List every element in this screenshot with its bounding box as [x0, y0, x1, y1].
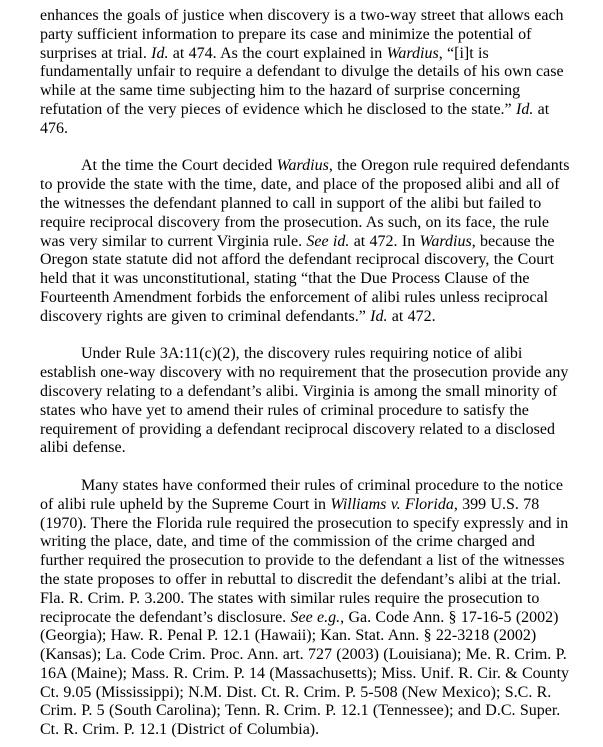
text-run: at 472. — [387, 307, 436, 325]
text-run: , “[i]t is fundamentally unfair to require a defendant to divulge the details of his own case while at the same time subjecting him to the hazard of surprise concerning refutation of the very pieces of evidence which he disclosed to the state.” — [40, 44, 564, 118]
citation-italic: Id. — [151, 44, 169, 62]
text-run: enhances the goals of justice when discovery is a two-way street that allows each party sufficient information to prepare its case and minimize the potential of surprises at trial. — [40, 7, 564, 62]
text-run: , because the Oregon state statute did not afford the defendant reciprocal discovery, the Court held that it was unconstitutional, stating “that the Due Process Clause of the Fourteenth Amendment forbids the enforcement of alibi rules unless reciprocal discovery rights are given to criminal defendants.” — [40, 232, 555, 325]
text-run: Under Rule 3A:11(c)(2), the discovery rules requiring notice of alibi establish one-way discovery with no requirement that the prosecution provide any discovery relating to a defendant’s alibi. Virginia is among the small minority of states who have yet to amend their rules of criminal procedure to satisfy the requirement of providing a defendant reciprocal discovery related to a disclosed alibi defense. — [40, 345, 569, 457]
paragraph-rule-3a11 — [40, 345, 578, 458]
citation-italic: Id. — [370, 307, 388, 325]
citation-italic: Wardius — [276, 157, 329, 175]
citation-italic: Williams v. Florida — [330, 495, 454, 513]
document-body — [40, 7, 578, 740]
text-run: At the time the Court decided — [81, 157, 277, 175]
text-run: , the Oregon rule required defendants to provide the state with the time, date, and place of the proposed alibi and all of the witnesses the defendant planned to call in support of the alibi but failed to require reciprocal discovery from the prosecution. As such, on its face, the rule was very similar to current Virginia rule. — [40, 157, 570, 250]
text-run: at 476. — [40, 100, 550, 137]
paragraph-oregon-rule — [40, 157, 578, 326]
text-run: at 472. In — [349, 232, 420, 250]
text-run: Many states have conformed their rules of criminal procedure to the notice of alibi rule upheld by the Supreme Court in — [40, 476, 564, 513]
citation-italic: Wardius — [419, 232, 472, 250]
paragraph-williams-florida — [40, 477, 578, 740]
citation-italic: See e.g. — [290, 608, 341, 626]
text-run: at 474. As the court explained in — [168, 44, 387, 62]
citation-italic: See id. — [306, 232, 350, 250]
citation-italic: Id. — [515, 100, 534, 118]
citation-italic: Wardius — [386, 44, 439, 62]
text-run: , Ga. Code Ann. § 17-16-5 (2002) (Georgia); Haw. R. Penal P. 12.1 (Hawaii); Kan. Stat. Ann. § 22-3218 (2002) (Kansas); La. Code Crim. Proc. Ann. art. 727 (2003) (Louisiana); Me. R. Crim. P. 16A (Maine); Mass. R. Crim. P. 14 (Massachusetts); Miss. Unif. R. Cir. & County Ct. 9.05 (Mississippi); N.M. Dist. Ct. R. Crim. P. 5-508 (New Mexico); S.C. R. Crim. P. 5 (South Carolina); Tenn. R. Crim. P. 12.1 (Tennessee); and D.C. Super. Ct. R. Crim. P. 12.1 (District of Columbia). — [40, 608, 570, 739]
text-run: , 399 U.S. 78 (1970). There the Florida rule required the prosecution to specify expressly and in writing the place, date, and time of the commission of the crime charged and further required the prosecution to provide to the defendant a list of the witnesses the state proposes to offer in rebuttal to discredit the defendant’s alibi at the trial. Fla. R. Crim. P. 3.200. The states with similar rules require the prosecution to reciprocate the defendant’s disclosure. — [40, 495, 569, 626]
paragraph-wardius-quote — [40, 7, 578, 139]
